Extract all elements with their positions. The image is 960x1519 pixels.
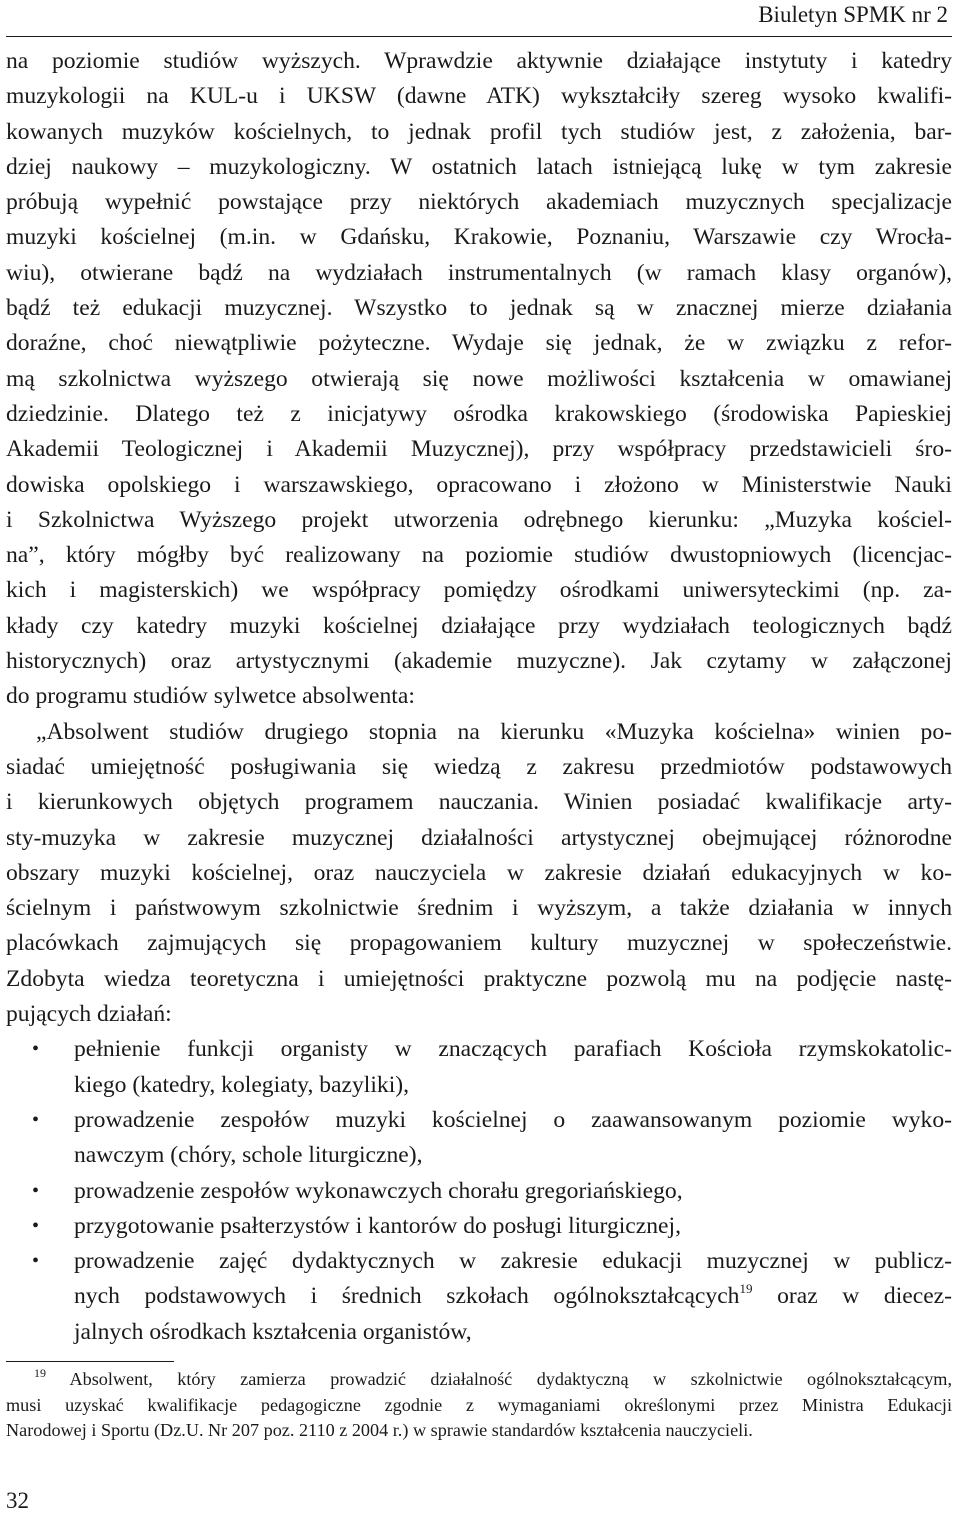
list-item xyxy=(6,1244,952,1350)
footnote-ref[interactable]: 19 xyxy=(739,1281,753,1297)
footnote-divider xyxy=(6,1361,174,1362)
list-item-line: prowadzenie zajęć dydaktycznych w zakresie edukacji muzycznej w publicz- xyxy=(74,1248,952,1275)
bullet-icon: • xyxy=(32,1250,40,1273)
page-number: 32 xyxy=(6,1488,29,1513)
text-line: dziedzinie. Dlatego też z inicjatywy ośrodka krakowskiego (środowiska Papieskiej xyxy=(6,400,952,427)
list-item-line: nawczym (chóry, schole liturgiczne), xyxy=(74,1142,423,1169)
footnote-text: Absolwent, który zamierza prowadzić działalność dydaktyczną w szkolnictwie ogólnokształcącym, xyxy=(46,1369,952,1389)
bullet-icon: • xyxy=(32,1038,40,1061)
list-item-line: pełnienie funkcji organisty w znaczących parafiach Kościoła rzymskokatolic- xyxy=(74,1036,952,1063)
quote-line: sty-muzyka w zakresie muzycznej działalności artystycznej obejmującej różnorodne xyxy=(6,824,952,851)
quote-line: siadać umiejętność posługiwania się wiedzą z zakresu przedmiotów podstawowych xyxy=(6,753,952,780)
list-item-line xyxy=(74,1279,952,1314)
list-item xyxy=(6,1209,952,1244)
bullet-icon: • xyxy=(32,1179,40,1202)
text-line: Akademii Teologicznej i Akademii Muzycznej), przy współpracy przedstawicieli śro- xyxy=(6,436,952,463)
text-line: próbują wypełnić powstające przy niektórych akademiach muzycznych specjalizacje xyxy=(6,189,952,216)
quotation xyxy=(6,715,952,1033)
list-item xyxy=(6,1032,952,1103)
quote-line: „Absolwent studiów drugiego stopnia na kierunku «Muzyka kościelna» winien po- xyxy=(36,718,952,745)
text-line: do programu studiów sylwetce absolwenta: xyxy=(6,683,415,710)
list-item-line: przygotowanie psałterzystów i kantorów do posługi liturgicznej, xyxy=(74,1212,681,1239)
journal-title: Biuletyn SPMK nr 2 xyxy=(758,2,948,27)
text-line: kłady czy katedry muzyki kościelnej działające przy wydziałach teologicznych bądź xyxy=(6,612,952,639)
list-item-line: kiego (katedry, kolegiaty, bazyliki), xyxy=(74,1071,410,1098)
text-line: doraźne, choć niewątpliwie pożyteczne. Wydaje się jednak, że w związku z refor- xyxy=(6,330,952,357)
quote-line: ścielnym i państwowym szkolnictwie średnim i wyższym, a także działania w innych xyxy=(6,895,952,922)
quote-line: placówkach zajmujących się propagowaniem kultury muzycznej w społeczeństwie. xyxy=(6,930,952,957)
list-item-text: nych podstawowych i średnich szkołach ogólnokształcących xyxy=(74,1283,740,1310)
list-item-text: oraz w diecez- xyxy=(752,1283,952,1310)
text-line: dziej naukowy – muzykologiczny. W ostatnich latach istniejącą lukę w tym zakresie xyxy=(6,153,952,180)
footnote-line xyxy=(6,1367,952,1393)
text-line: muzyki kościelnej (m.in. w Gdańsku, Krakowie, Poznaniu, Warszawie czy Wrocła- xyxy=(6,224,952,251)
list-item xyxy=(6,1103,952,1174)
list-item-line: jalnych ośrodkach kształcenia organistów, xyxy=(74,1318,472,1345)
text-line: kowanych muzyków kościelnych, to jednak profil tych studiów jest, z założenia, bar- xyxy=(6,118,952,145)
footnote-line: musi uzyskać kwalifikacje pedagogiczne zgodnie z wymaganiami określonymi przez Ministra Edukacji xyxy=(6,1394,952,1415)
running-header xyxy=(6,0,952,37)
footnote-number: 19 xyxy=(34,1366,46,1380)
quote-line: i kierunkowych objętych programem nauczania. Winien posiadać kwalifikacje arty- xyxy=(6,789,952,816)
bullet-icon: • xyxy=(32,1214,40,1237)
bullet-icon: • xyxy=(32,1108,40,1131)
text-line: mą szkolnictwa wyższego otwierają się nowe możliwości kształcenia w omawianej xyxy=(6,365,952,392)
activities-list xyxy=(6,1032,952,1350)
text-line: historycznych) oraz artystycznymi (akademie muzyczne). Jak czytamy w załączonej xyxy=(6,648,952,675)
list-item-line: prowadzenie zespołów wykonawczych chorału gregoriańskiego, xyxy=(74,1177,683,1204)
text-line: dowiska opolskiego i warszawskiego, opracowano i złożono w Ministerstwie Nauki xyxy=(6,471,952,498)
quote-line: obszary muzyki kościelnej, oraz nauczyciela w zakresie działań edukacyjnych w ko- xyxy=(6,859,952,886)
text-line: wiu), otwierane bądź na wydziałach instrumentalnych (w ramach klasy organów), xyxy=(6,259,952,286)
quote-line: pujących działań: xyxy=(6,1001,172,1028)
list-item-line: prowadzenie zespołów muzyki kościelnej o zaawansowanym poziomie wyko- xyxy=(74,1106,952,1133)
quote-line: Zdobyta wiedza teoretyczna i umiejętności praktyczne pozwolą mu na podjęcie nastę- xyxy=(6,965,952,992)
text-line: bądź też edukacji muzycznej. Wszystko to jednak są w znacznej mierze działania xyxy=(6,295,952,322)
text-line: i Szkolnictwa Wyższego projekt utworzenia odrębnego kierunku: „Muzyka kościel- xyxy=(6,506,952,533)
main-text xyxy=(6,44,952,1350)
footnote xyxy=(6,1367,952,1444)
text-line: muzykologii na KUL-u i UKSW (dawne ATK) wykształciły szereg wysoko kwalifi- xyxy=(6,83,952,110)
text-line: kich i magisterskich) we współpracy pomiędzy ośrodkami uniwersyteckimi (np. za- xyxy=(6,577,952,604)
text-line: na”, który mógłby być realizowany na poziomie studiów dwustopniowych (licencjac- xyxy=(6,542,952,569)
footnote-line: Narodowej i Sportu (Dz.U. Nr 207 poz. 2110 z 2004 r.) w sprawie standardów kształcenia nauczycieli. xyxy=(6,1420,753,1440)
text-line: na poziomie studiów wyższych. Wprawdzie aktywnie działające instytuty i katedry xyxy=(6,48,952,74)
list-item xyxy=(6,1174,952,1209)
